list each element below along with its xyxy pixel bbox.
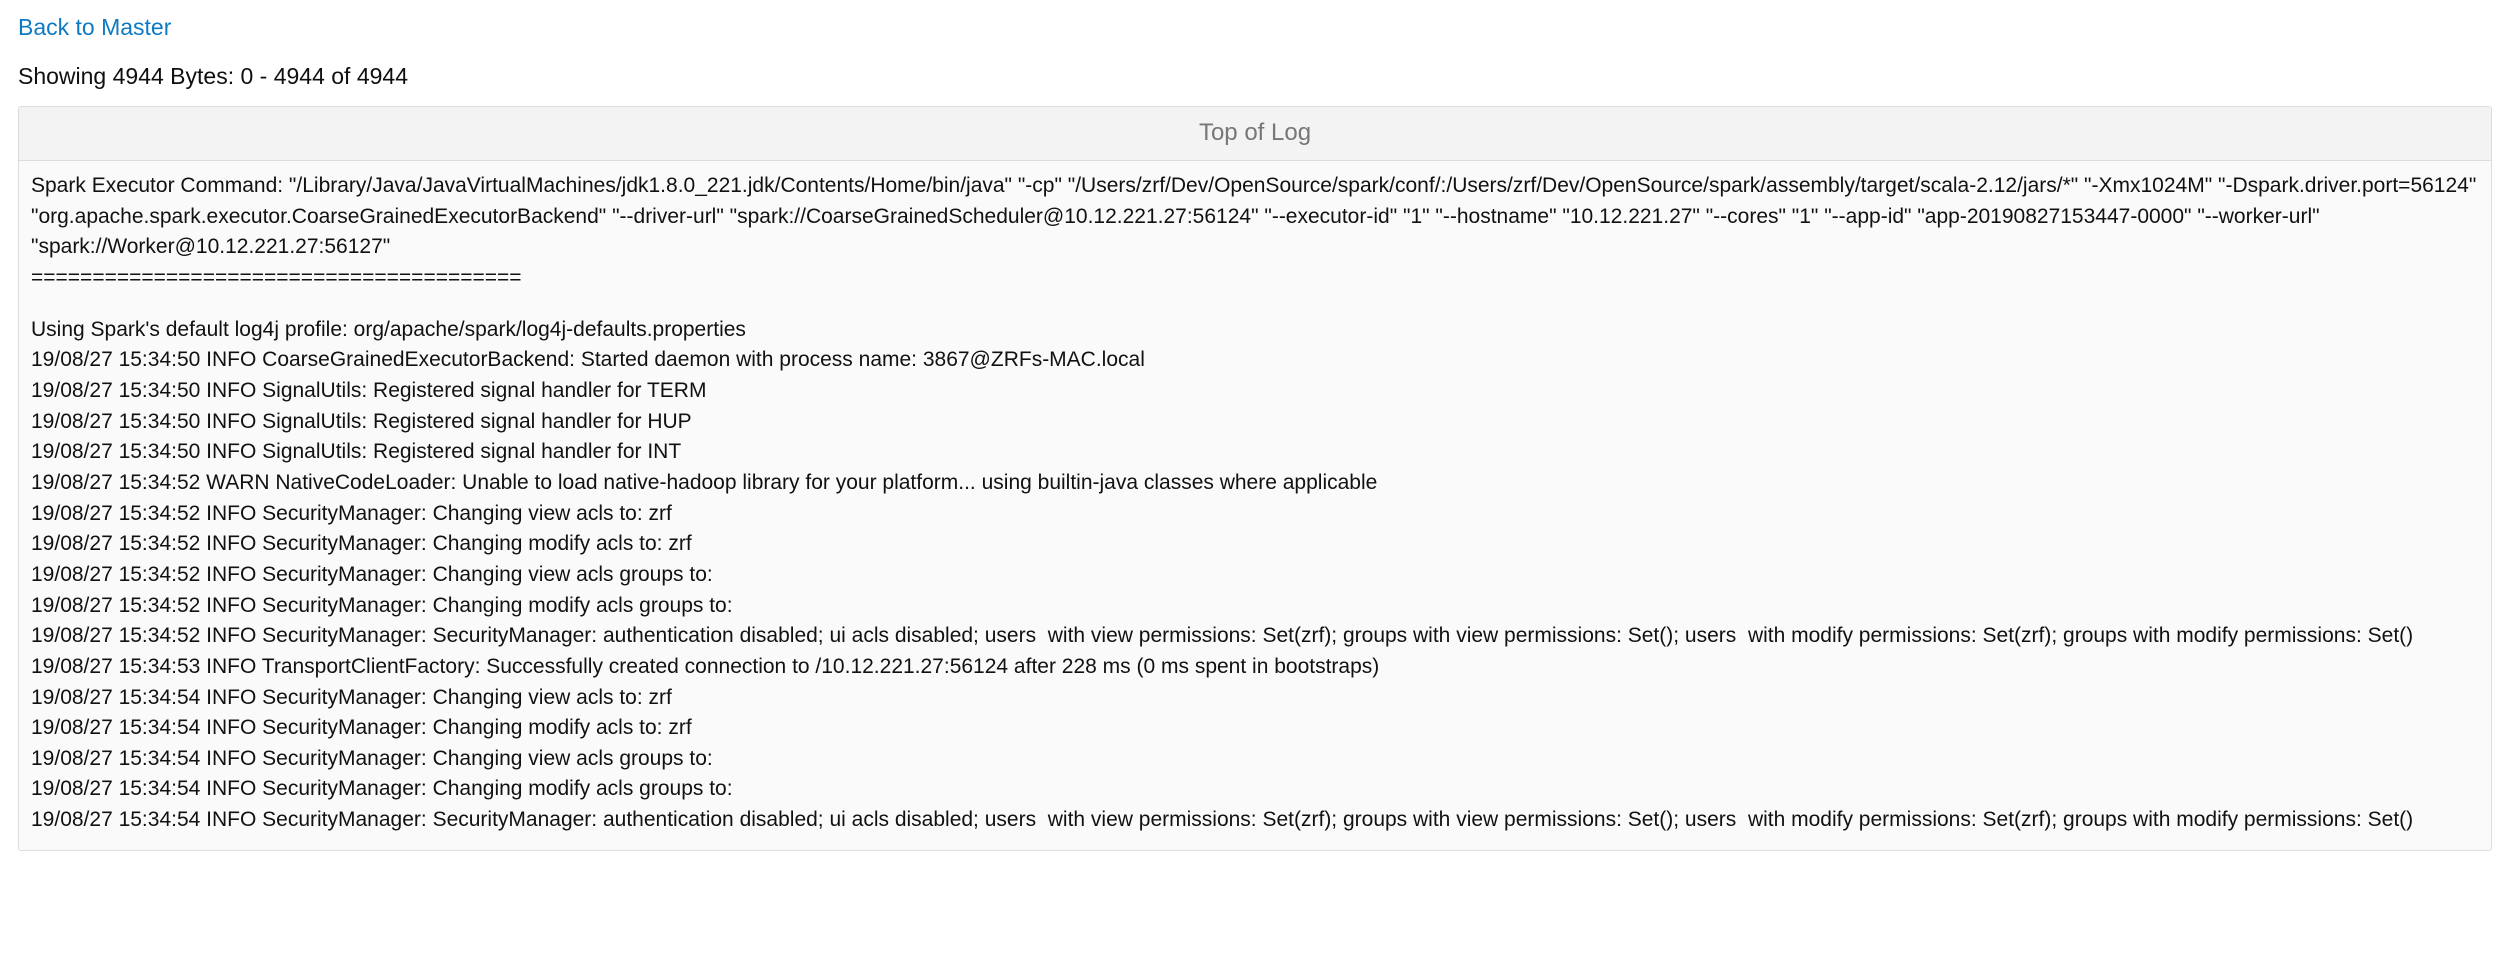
log-line: 19/08/27 15:34:54 INFO SecurityManager: Changing modify acls to: zrf <box>31 716 692 740</box>
log-line: 19/08/27 15:34:54 INFO SecurityManager: Changing modify acls groups to: <box>31 777 733 801</box>
log-line: Using Spark's default log4j profile: org/apache/spark/log4j-defaults.properties <box>31 317 746 341</box>
log-line: 19/08/27 15:34:52 INFO SecurityManager: Changing view acls to: zrf <box>31 501 672 525</box>
log-line: 19/08/27 15:34:52 WARN NativeCodeLoader: Unable to load native-hadoop library for your platform... using builtin-java classes where applicable <box>31 470 1378 494</box>
log-line: 19/08/27 15:34:52 INFO SecurityManager: Changing modify acls groups to: <box>31 593 733 617</box>
log-line: 19/08/27 15:34:52 INFO SecurityManager: Changing view acls groups to: <box>31 562 713 586</box>
log-line: 19/08/27 15:34:50 INFO SignalUtils: Registered signal handler for INT <box>31 440 682 464</box>
log-content[interactable] <box>19 161 2491 850</box>
log-line: 19/08/27 15:34:50 INFO SignalUtils: Registered signal handler for TERM <box>31 378 707 402</box>
log-line: 19/08/27 15:34:54 INFO SecurityManager: Changing view acls groups to: <box>31 746 713 770</box>
back-to-master-link[interactable]: Back to Master <box>18 14 172 40</box>
log-panel-header: Top of Log <box>19 107 2491 161</box>
log-line: 19/08/27 15:34:54 INFO SecurityManager: Changing view acls to: zrf <box>31 685 672 709</box>
log-line: 19/08/27 15:34:52 INFO SecurityManager: Changing modify acls to: zrf <box>31 532 692 556</box>
log-line: 19/08/27 15:34:53 INFO TransportClientFactory: Successfully created connection to /10.12.221.27:56124 after 228 ms (0 ms spent in bootstraps) <box>31 654 1380 678</box>
log-line <box>31 294 2479 315</box>
log-line: 19/08/27 15:34:50 INFO CoarseGrainedExecutorBackend: Started daemon with process name: 3867@ZRFs-MAC.local <box>31 348 1145 372</box>
log-panel <box>18 106 2492 851</box>
log-line: 19/08/27 15:34:52 INFO SecurityManager: SecurityManager: authentication disabled; ui acls disabled; users with view permissions: Set(zrf); groups with view permissions: Set(); users with modify permissions: Set(zrf); groups with modify permissions: Set() <box>31 624 2414 648</box>
log-line: ======================================== <box>31 265 522 289</box>
log-line: 19/08/27 15:34:54 INFO SecurityManager: SecurityManager: authentication disabled; ui acls disabled; users with view permissions: Set(zrf); groups with view permissions: Set(); users with modify permissions: Set(zrf); groups with modify permissions: Set() <box>31 808 2414 832</box>
log-line: Spark Executor Command: "/Library/Java/JavaVirtualMachines/jdk1.8.0_221.jdk/Contents/Home/bin/java" "-cp" "/Users/zrf/Dev/OpenSource/spark/conf/:/Users/zrf/Dev/OpenSource/spark/assembly/target/scala-2.12/jars/*" "-Xmx1024M" "-Dspark.driver.port=56124" "org.apache.spark.executor.CoarseGrainedExecutorBackend" "--driver-url" "spark://CoarseGrainedScheduler@10.12.221.27:56124" "--executor-id" "1" "--hostname" "10.12.221.27" "--cores" "1" "--app-id" "app-20190827153447-0000" "--worker-url" "spark://Worker@10.12.221.27:56127" <box>31 174 2483 259</box>
log-line: 19/08/27 15:34:50 INFO SignalUtils: Registered signal handler for HUP <box>31 409 692 433</box>
showing-bytes-status: Showing 4944 Bytes: 0 - 4944 of 4944 <box>18 63 409 89</box>
